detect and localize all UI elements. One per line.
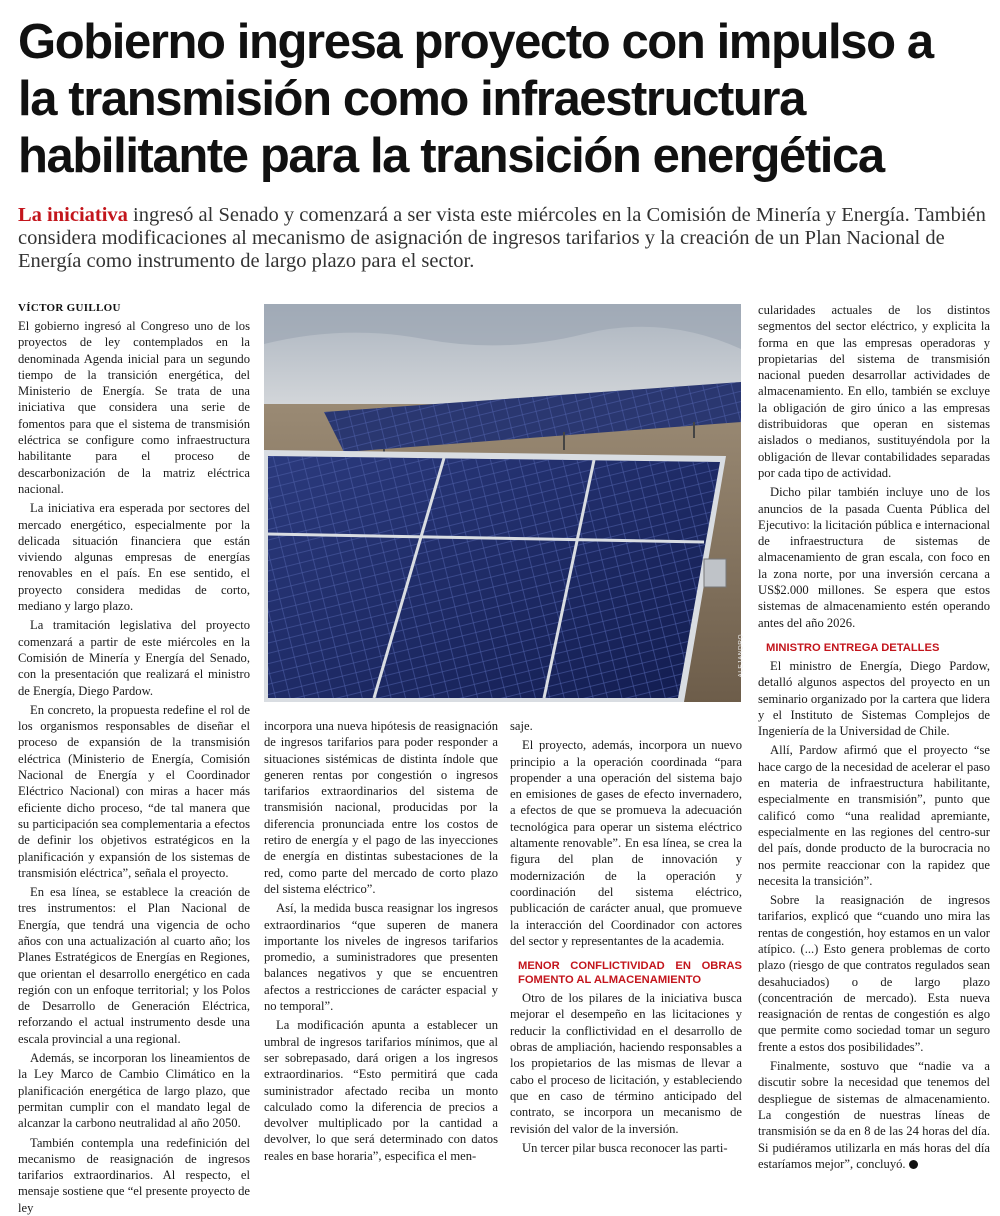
paragraph: También contempla una redefinición del mecanismo de reasignación de ingresos tarifarios extraordinarios. Al respecto, el mensaje sostiene que “el presente proyecto de ley: [18, 1135, 250, 1215]
photo-credit: ALEJANDRO: [738, 634, 745, 678]
paragraph: En esa línea, se establece la creación de tres instrumentos: el Plan Nacional de Energía, que tendrá una vigencia de ocho años con una actualización al cuarto año; los Planes Estratégicos de Energías en Regiones, que orientan el desarrollo energético en cada región con un enfoque territorial; y los Polos de Desarrollo de Generación Eléctrica, reforzando el actual instrumento desde una escala provincial a una regional.: [18, 885, 250, 1046]
paragraph: Un tercer pilar busca reconocer las parti-: [522, 1140, 728, 1155]
junction-box: [704, 559, 726, 587]
column-1: [18, 318, 250, 1216]
column-4: [758, 302, 990, 1172]
paragraph: La tramitación legislativa del proyecto comenzará a partir de este miércoles en la Comisión de Minería y Energía del Senado, con la presentación que realizará el ministro de Energía, Diego Pardow.: [18, 618, 250, 698]
paragraph: Sobre la reasignación de ingresos tarifarios, explicó que “cuando uno mira las rentas de congestión, hoy estamos en un valor atípico. (...) Esto genera problemas de corto plazo (riesgo de que contratos regulados sean desahuciados) o de largo plazo (concentración de mercado). Esta nueva reasignación de rentas de congestión es algo que permite como sociedad tomar un seguro frente a estos dos posibilidades”.: [758, 893, 990, 1054]
paragraph: Además, se incorporan los lineamientos de la Ley Marco de Cambio Climático en la planificación energética de largo plazo, que permitan cumplir con el mandato legal de alcanzar la carbono neutralidad al año 2050.: [18, 1051, 250, 1131]
headline: [18, 14, 988, 185]
paragraph: El proyecto, además, incorpora un nuevo principio a la operación coordinada “para propender a una operación del sistema bajo en emisiones de gases de efecto invernadero, a efectos de que se promueva la adecuación tecnológica para operar un sistema eléctrico altamente renovable”. En esa línea, se crea la figura del plan de innovación y modernización de la operación y coordinación del sistema eléctrico, publicación de carácter anual, que promueve la interacción del Coordinador con actores del sector y representantes de la academia.: [510, 738, 742, 948]
paragraph: El gobierno ingresó al Congreso uno de los proyectos de ley contemplados en la denominada Agenda inicial para un segundo tiempo de la transición energética, del Ministerio de Energía. Se trata de una iniciativa que considera una serie de fomentos para que el sistema de transmisión eléctrica se configure como infraestructura habilitante para el proceso de descarbonización de la matriz eléctrica nacional.: [18, 319, 250, 496]
paragraph: La modificación apunta a establecer un umbral de ingresos tarifarios mínimos, que al ser sobrepasado, dará origen a los ingresos extraordinarios. “Esto permitirá que cada suministrador afectado reciba un monto calculado como la diferencia de precios a devolver multiplicado por la cantidad a devolver, lo que será determinado con datos reales en base horaria”, especifica el men-: [264, 1018, 498, 1163]
paragraph: Allí, Pardow afirmó que el proyecto “se hace cargo de la necesidad de acelerar el paso en materia de infraestructura habilitante, especialmente en transmisión”, punto que calificó como “una realidad apremiante, especialmente en las regiones del centro-sur del país, donde producto de la burocracia no nos permite reaccionar con la rapidez que necesita la transición”.: [758, 743, 990, 888]
paragraph: cularidades actuales de los distintos segmentos del sector eléctrico, y explicita la forma en que las empresas operadoras y propietarias del sistema de transmisión nacional pueden desarrollar actividades de almacenamiento. En ello, también se excluye la obligación de giro único a las empresas distribuidoras que operan en sistemas aislados o medianos, sustituyéndola por la obligación de llevar contabilidades separadas por cada tipo de actividad.: [758, 303, 990, 480]
subheading: MENOR CONFLICTIVIDAD EN OBRAS FOMENTO AL ALMACENAMIENTO: [518, 960, 742, 987]
column-3: [510, 718, 742, 1156]
solar-panels-photo: [264, 304, 745, 702]
paragraph: incorpora una nueva hipótesis de reasignación de ingresos tarifarios para poder responder a situaciones sistémicas de distinta índole que generen rentas por congestión o ingresos tarifarios extraordinarios del sistema de transmisión nacional, producidas por la diferencia pronunciada entre los costos de retiro de energía y el pago de las inyecciones de energía en distintas subestaciones de la red, como parte del mercado de corto plazo del sistema eléctrico”.: [264, 719, 498, 896]
paragraph: [758, 1058, 990, 1172]
paragraph: saje.: [510, 719, 533, 733]
paragraph: Así, la medida busca reasignar los ingresos extraordinarios “que superen de manera importante los niveles de ingresos tarifarios promedio, a suministradores que presenten balances negativos y que se encuentren afectos a restricciones de carácter espacial y no temporal”.: [264, 901, 498, 1014]
headline-line-1: Gobierno ingresa proyecto con impulso a: [18, 15, 933, 69]
lead-label: La iniciativa: [18, 204, 128, 226]
final-paragraph-text: Finalmente, sostuvo que “nadie va a discutir sobre la necesidad que tenemos del despliegue de sistemas de almacenamiento. La congestión de nuestras líneas de transmisión se da en 8 de las 24 horas del día. Si pudiéramos utilizarla en más horas del día estaríamos mejor”, concluyó.: [758, 1059, 990, 1171]
column-2: [264, 718, 498, 1164]
paragraph: El ministro de Energía, Diego Pardow, detalló algunos aspectos del proyecto en un seminario organizado por la cartera que lidera y el Instituto de Sistemas Complejos de Ingeniería de la Universidad de Chile.: [758, 658, 990, 739]
paragraph: Otro de los pilares de la iniciativa busca mejorar el desempeño en las licitaciones y reducir la conflictividad en el desarrollo de obras de ampliación, haciendo responsables a los propietarios de las mismas de llevar a cabo el proceso de licitación, y estableciendo que en caso de término anticipado del contrato, se incorpora un mecanismo de revisión del valor de la inversión.: [510, 991, 742, 1136]
paragraph: Dicho pilar también incluye uno de los anuncios de la pasada Cuenta Pública del Ejecutivo: la licitación pública e internacional de infraestructura de sistemas de almacenamiento de gran escala, con foco en la zona norte, por una inversión cercana a US$2.000 millones. Se espera que estos sistemas de almacenamiento estén operando antes del año 2026.: [758, 485, 990, 630]
headline-line-3: habilitante para la transición energética: [18, 129, 884, 183]
solar-panels-illustration: [264, 304, 741, 702]
subheading: MINISTRO ENTREGA DETALLES: [766, 641, 940, 654]
paragraph: La iniciativa era esperada por sectores del mercado energético, especialmente por la delicada situación financiera que están viviendo algunas empresas de energías renovables en el país. En ese sentido, el proyecto considera medidas de corto, mediano y largo plazo.: [18, 501, 250, 614]
lead-text: ingresó al Senado y comenzará a ser vista este miércoles en la Comisión de Minería y Energía. También considera modificaciones al mecanismo de asignación de ingresos tarifarios y la creación de un Plan Nacional de Energía como instrumento de largo plazo para el sector.: [18, 204, 986, 272]
lead-paragraph: [18, 204, 993, 273]
end-of-article-icon: P: [909, 1160, 918, 1169]
byline: VÍCTOR GUILLOU: [18, 302, 121, 314]
headline-line-2: la transmisión como infraestructura: [18, 72, 805, 126]
paragraph: En concreto, la propuesta redefine el rol de los organismos responsables de diseñar el proceso de expansión de la transmisión eléctrica (Ministerio de Energía, Comisión Nacional de Energía y el Coordinador Eléctrico Nacional) con miras a hacer más eficiente dicho proceso, “de tal manera que su participación sea complementaria a efectos de definir los objetivos estratégicos en la planificación y expansión de los sistemas de transmisión eléctrica”, señala el proyecto.: [18, 702, 250, 880]
